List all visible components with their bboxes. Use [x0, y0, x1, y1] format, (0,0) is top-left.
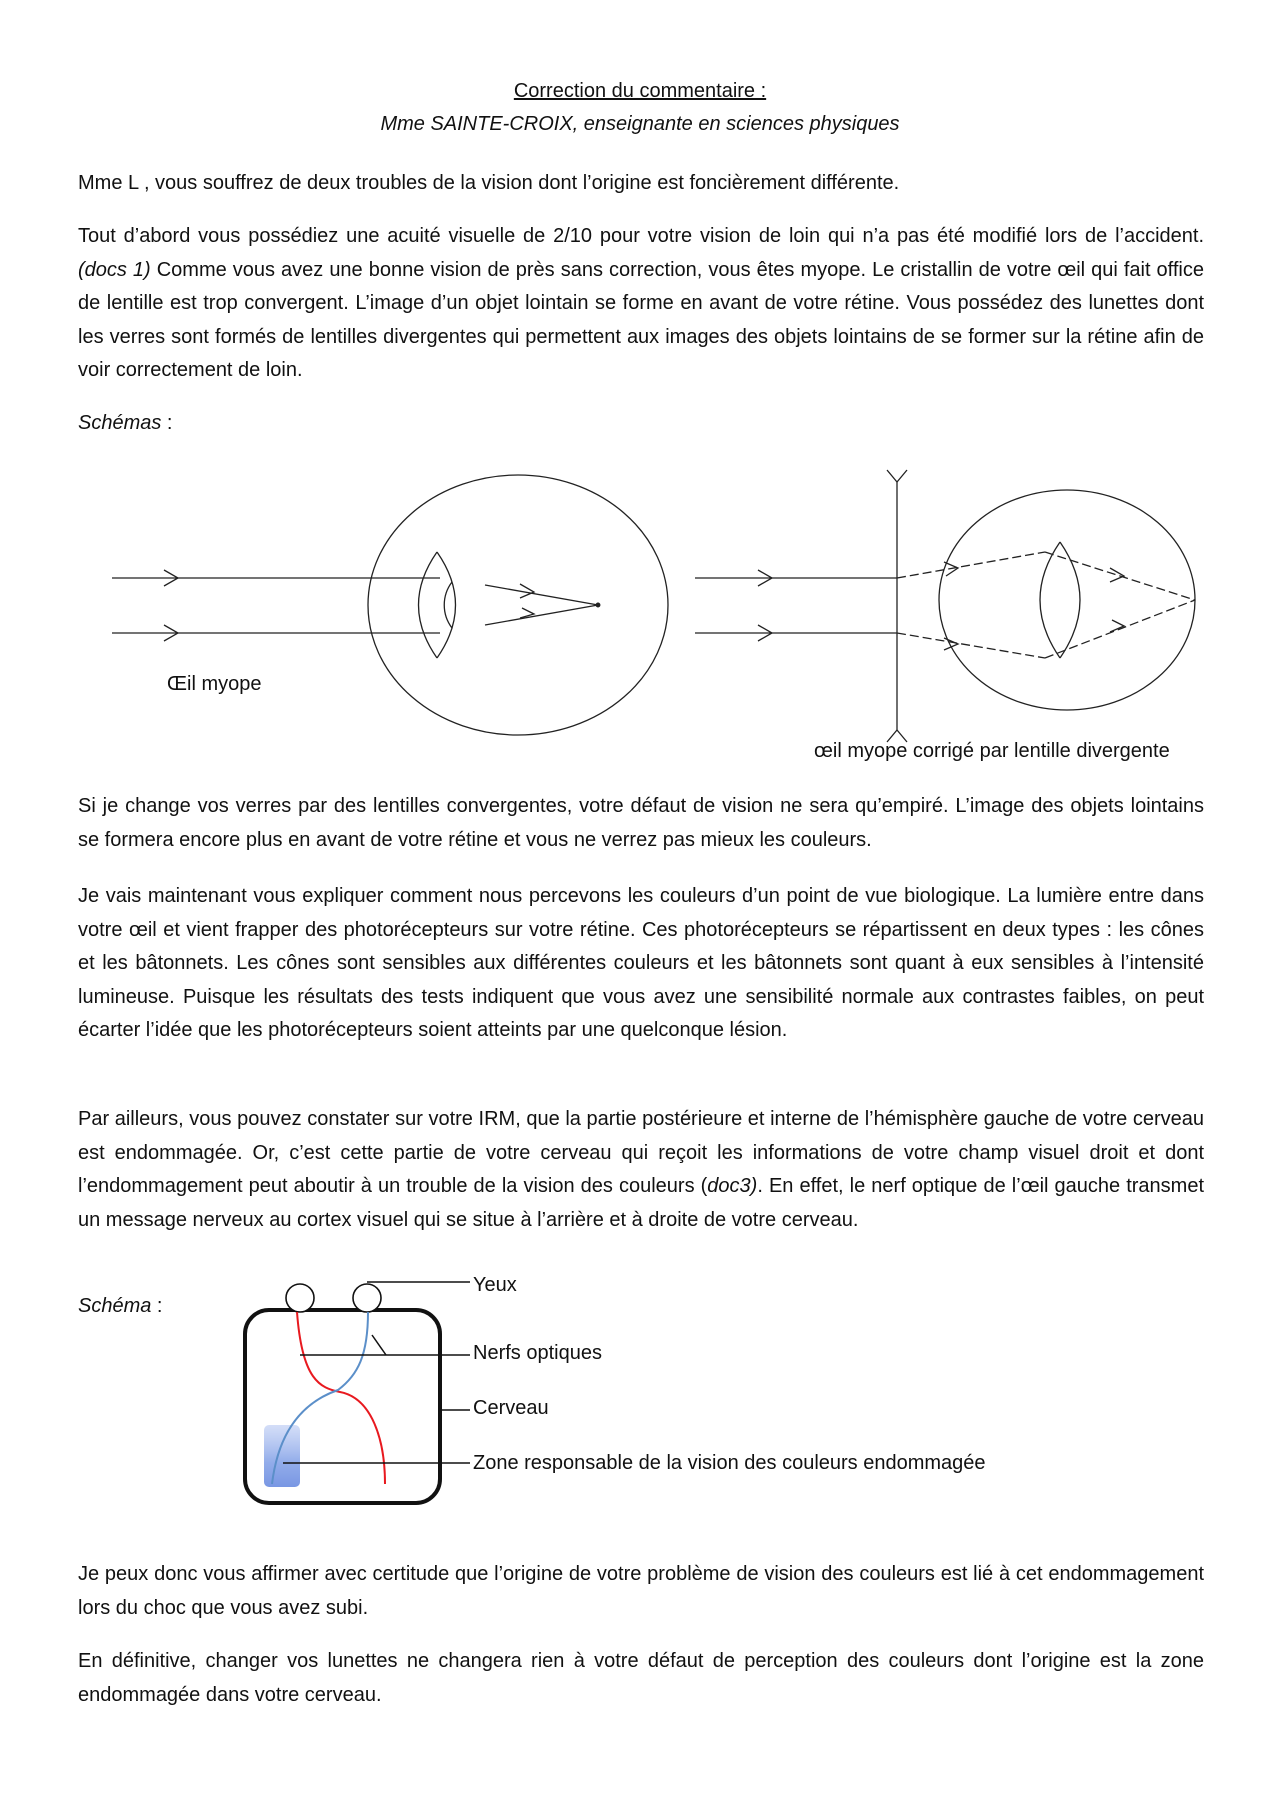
paragraph-color-perception: Je vais maintenant vous expliquer comment nous percevons les couleurs d’un point de vue biologique. La lumière entre dans votre œil et vient frapper des photorécepteurs sur votre rétine. Ces photorécepteurs se répartissent en deux types : les cônes et les bâtonnets. Les cônes sont sensibles aux différentes couleurs et les bâtonnets sont quant à eux sensibles à l’intensité lumineuse. Puisque les résultats des tests indiquent que vous avez une sensibilité normale aux contrastes faibles, on peut écarter l’idée que les photorécepteurs soient atteints par une quelconque lésion. [78, 885, 1204, 1041]
paragraph-myopia [78, 220, 1204, 388]
myopia-diagram [0, 470, 1280, 740]
paragraph-mri-part-a: Par ailleurs, vous pouvez constater sur votre IRM, que la partie postérieure et interne de l’hémisphère gauche de votre cerveau est endommagée. Or, c’est cette partie de votre cerveau qui reçoit les informations de votre champ visuel droit et dont l’endommagement peut aboutir à un trouble de la vision des couleurs ( [78, 1108, 1204, 1197]
doc-reference: (docs 1) [78, 258, 151, 281]
paragraph-final: En définitive, changer vos lunettes ne changera rien à votre défaut de perception des couleurs dont l’origine est la zone endommagée dans votre cerveau. [78, 1650, 1204, 1706]
document-title: Correction du commentaire : [513, 80, 767, 102]
paragraph-conclusion: Je peux donc vous affirmer avec certitude que l’origine de votre problème de vision des couleurs est lié à cet endommagement lors du choc que vous avez subi. [78, 1563, 1204, 1619]
paragraph-convergent-lenses: Si je change vos verres par des lentilles convergentes, votre défaut de vision ne sera qu’empiré. L’image des objets lointains se formera encore plus en avant de votre rétine et vous ne verrez pas mieux les couleurs. [78, 795, 1204, 851]
label-eyes: Yeux [473, 1274, 517, 1296]
paragraph-myopia-part-a: Tout d’abord vous possédiez une acuité visuelle de 2/10 pour votre vision de loin qui n’a pas été modifié lors de l’accident. [78, 225, 1204, 247]
figure1-heading: Schémas : [78, 412, 173, 434]
caption-myopic-eye: Œil myope [167, 673, 262, 695]
label-brain: Cerveau [473, 1397, 549, 1419]
label-optic-nerves: Nerfs optiques [473, 1342, 602, 1364]
right-eye [353, 1284, 381, 1312]
left-eye [286, 1284, 314, 1312]
caption-corrected-eye: œil myope corrigé par lentille divergente [814, 740, 1170, 762]
doc-reference-3: doc3) [707, 1175, 758, 1197]
paragraph-myopia-part-b: Comme vous avez une bonne vision de près sans correction, vous êtes myope. Le cristallin de votre œil qui fait office de lentille est trop convergent. L’image d’un objet lointain se forme en avant de votre rétine. Vous possédez des lunettes dont les verres sont formés de lentilles divergentes qui permettent aux images des objets lointains de se former sur la rétine afin de voir correctement de loin. [78, 258, 1204, 381]
damaged-zone [264, 1425, 300, 1487]
figure2-heading: Schéma : [78, 1295, 163, 1317]
paragraph-mri [78, 1103, 1204, 1237]
document-author: Mme SAINTE-CROIX, enseignante en sciences physiques [380, 113, 900, 135]
left-optic-nerve [297, 1312, 385, 1484]
label-damaged-zone: Zone responsable de la vision des couleurs endommagée [473, 1452, 986, 1474]
myopic-eye [112, 475, 668, 735]
paragraph-intro: Mme L , vous souffrez de deux troubles de la vision dont l’origine est foncièrement différente. [78, 172, 900, 194]
paragraph-mri-part-b: . En effet, le nerf optique de l’œil gauche transmet un message nerveux au cortex visuel qui se situe à l’arrière et à droite de votre cerveau. [78, 1175, 1204, 1231]
corrected-eye [695, 470, 1195, 742]
